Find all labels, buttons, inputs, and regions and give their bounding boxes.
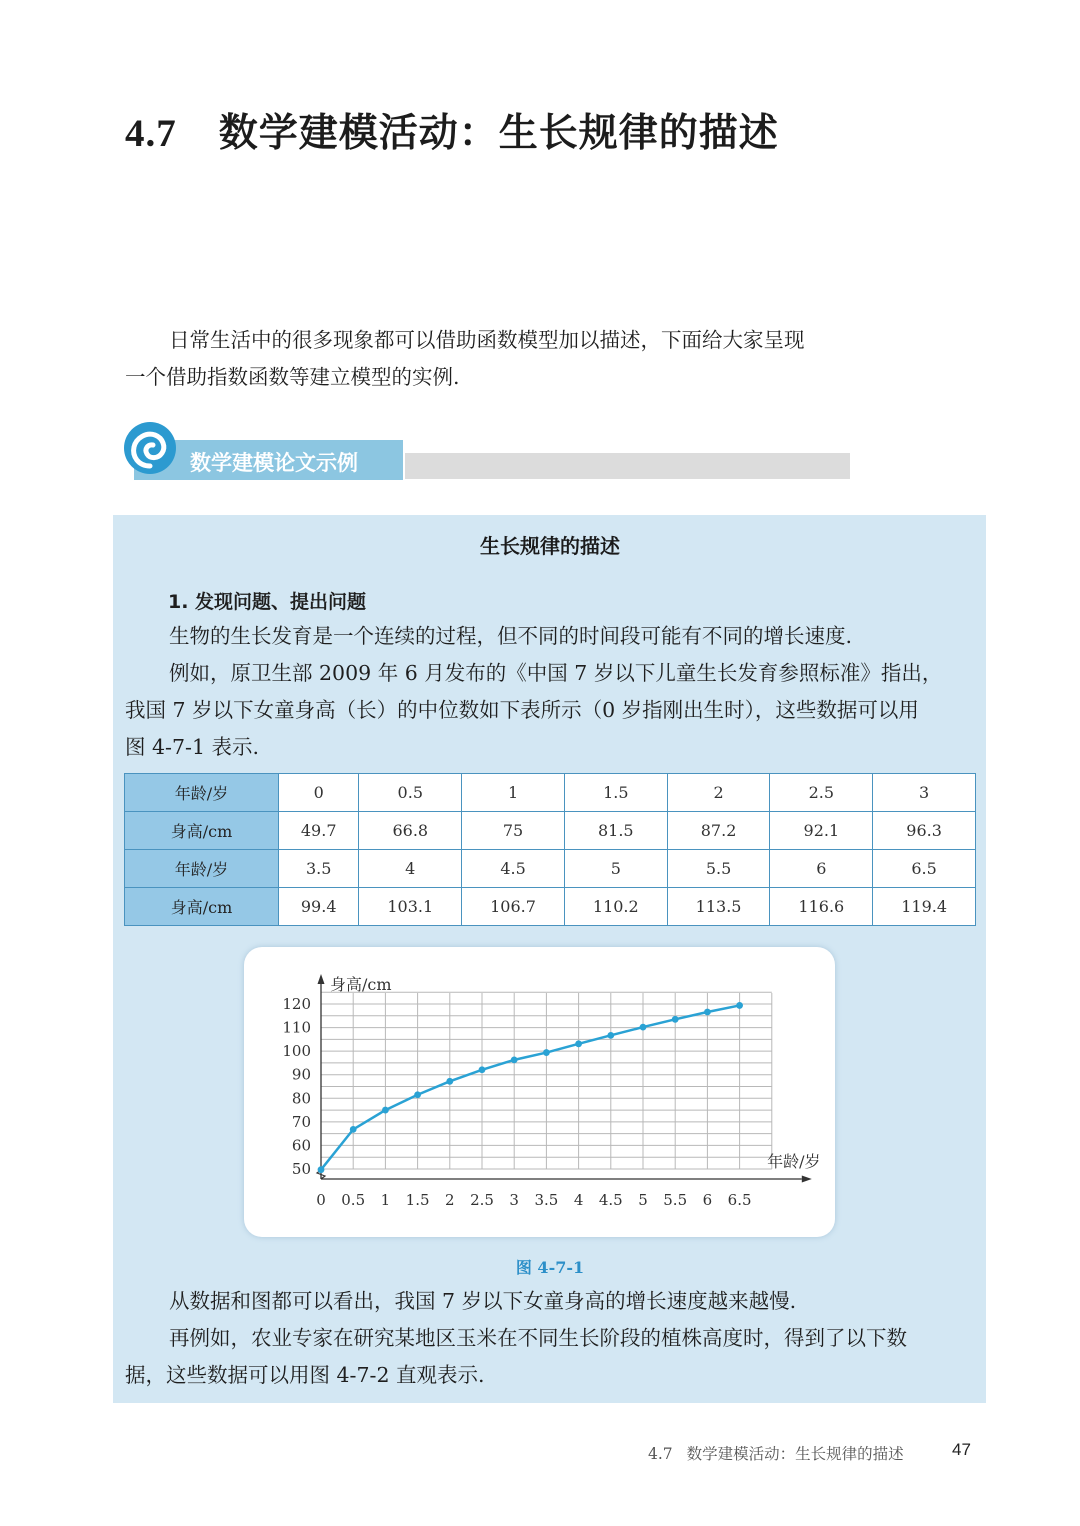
- table-cell: 3: [873, 774, 976, 812]
- para1-line: 生物的生长发育是一个连续的过程，但不同的时间段可能有不同的增长速度.: [169, 624, 853, 648]
- table-cell: 1: [462, 774, 565, 812]
- section-title-text: 数学建模活动：生长规律的描述: [218, 110, 779, 156]
- table-cell: 0.5: [359, 774, 462, 812]
- table-cell: 81.5: [564, 812, 667, 850]
- intro-line-1: 日常生活中的很多现象都可以借助函数模型加以描述，下面给大家呈现: [169, 328, 805, 352]
- figure-caption: 图 4-7-1: [515, 1258, 585, 1277]
- table-cell: 119.4: [873, 888, 976, 926]
- table-cell: 92.1: [770, 812, 873, 850]
- table-cell: 87.2: [667, 812, 770, 850]
- table-row: [125, 812, 976, 850]
- y-tick-label: 60: [291, 1136, 311, 1155]
- table-cell: 0: [279, 774, 359, 812]
- table-cell: 113.5: [667, 888, 770, 926]
- row-label: 年龄/岁: [125, 850, 279, 888]
- footer-section-number: 4.7: [648, 1445, 673, 1463]
- banner-rule: [405, 453, 850, 479]
- x-tick-label: 5.5: [663, 1191, 688, 1209]
- table-cell: 5: [564, 850, 667, 888]
- height-growth-chart: [244, 947, 835, 1237]
- data-point: [543, 1049, 550, 1056]
- x-tick-label: 6.5: [727, 1191, 752, 1209]
- section-number: 4.7: [125, 112, 177, 155]
- data-point: [479, 1066, 486, 1073]
- table-cell: 4.5: [462, 850, 565, 888]
- y-axis-label: 身高/cm: [330, 975, 392, 994]
- table-cell: 2: [667, 774, 770, 812]
- y-tick-label: 100: [282, 1042, 311, 1061]
- row-label: 身高/cm: [125, 888, 279, 926]
- data-point: [736, 1002, 743, 1009]
- table-cell: 3.5: [279, 850, 359, 888]
- table-cell: 96.3: [873, 812, 976, 850]
- data-point: [446, 1078, 453, 1085]
- para3-line: 从数据和图都可以看出，我国 7 岁以下女童身高的增长速度越来越慢.: [169, 1289, 797, 1313]
- x-tick-label: 4.5: [598, 1191, 623, 1209]
- para2-line-2: 我国 7 岁以下女童身高（长）的中位数如下表所示（0 岁指刚出生时），这些数据可以用: [125, 698, 919, 722]
- table-cell: 6: [770, 850, 873, 888]
- x-tick-label: 5: [638, 1191, 648, 1209]
- para2-line-3: 图 4-7-1 表示.: [125, 735, 260, 759]
- running-footer: [648, 1442, 904, 1464]
- data-point: [382, 1107, 389, 1114]
- data-point: [672, 1016, 679, 1023]
- table-cell: 106.7: [462, 888, 565, 926]
- spiral-logo-icon: [124, 422, 176, 474]
- essay-subheading: 1. 发现问题、提出问题: [168, 591, 367, 613]
- intro-paragraph: [125, 322, 860, 396]
- row-label: 年龄/岁: [125, 774, 279, 812]
- data-point: [607, 1032, 614, 1039]
- x-tick-label: 2: [445, 1191, 455, 1209]
- x-tick-label: 4: [573, 1191, 584, 1209]
- table-cell: 1.5: [564, 774, 667, 812]
- essay-paragraph-1: [125, 618, 977, 766]
- data-point: [704, 1009, 711, 1016]
- x-tick-label: 1.5: [405, 1191, 430, 1209]
- table-cell: 5.5: [667, 850, 770, 888]
- table-cell: 4: [359, 850, 462, 888]
- para4-line-2: 据，这些数据可以用图 4-7-2 直观表示.: [125, 1363, 485, 1387]
- height-table: [124, 773, 976, 926]
- y-axis-arrow: [318, 974, 325, 984]
- table-cell: 103.1: [359, 888, 462, 926]
- table-cell: 49.7: [279, 812, 359, 850]
- x-tick-label: 1: [380, 1191, 391, 1209]
- page-title: [125, 102, 779, 158]
- y-tick-label: 80: [291, 1089, 311, 1108]
- x-tick-label: 3.5: [534, 1191, 559, 1209]
- x-tick-label: 0: [316, 1191, 326, 1209]
- y-tick-label: 50: [291, 1160, 311, 1178]
- data-point: [318, 1166, 325, 1173]
- x-axis-arrow: [802, 1176, 812, 1183]
- data-point: [414, 1091, 421, 1098]
- table-cell: 75: [462, 812, 565, 850]
- x-tick-label: 3: [509, 1191, 519, 1209]
- y-tick-label: 90: [291, 1065, 311, 1084]
- table-cell: 66.8: [359, 812, 462, 850]
- table-row: [125, 774, 976, 812]
- intro-line-2: 一个借助指数函数等建立模型的实例.: [125, 365, 460, 389]
- x-tick-label: 2.5: [470, 1191, 494, 1209]
- table-cell: 99.4: [279, 888, 359, 926]
- page-number: 47: [952, 1440, 971, 1459]
- table-cell: 116.6: [770, 888, 873, 926]
- footer-section-title: 数学建模活动：生长规律的描述: [686, 1445, 904, 1463]
- para4-line-1: 再例如，农业专家在研究某地区玉米在不同生长阶段的植株高度时，得到了以下数: [169, 1326, 907, 1350]
- y-tick-label: 70: [291, 1112, 311, 1131]
- table-row: [125, 888, 976, 926]
- essay-title: 生长规律的描述: [480, 534, 620, 558]
- table-cell: 6.5: [873, 850, 976, 888]
- table-cell: 110.2: [564, 888, 667, 926]
- table-row: [125, 850, 976, 888]
- essay-paragraph-2: [125, 1283, 977, 1394]
- data-point: [640, 1024, 647, 1031]
- table-cell: 2.5: [770, 774, 873, 812]
- data-point: [575, 1040, 582, 1047]
- y-tick-label: 110: [282, 1018, 311, 1037]
- data-point: [511, 1056, 518, 1063]
- data-point: [350, 1126, 357, 1133]
- para2-line-1: 例如，原卫生部 2009 年 6 月发布的《中国 7 岁以下儿童生长发育参照标准》指出，: [169, 661, 943, 685]
- y-tick-label: 120: [282, 995, 311, 1013]
- x-tick-label: 6: [702, 1191, 713, 1209]
- x-tick-label: 0.5: [341, 1191, 366, 1209]
- banner-label: 数学建模论文示例: [190, 451, 358, 475]
- x-axis-label: 年龄/岁: [767, 1152, 821, 1171]
- row-label: 身高/cm: [125, 812, 279, 850]
